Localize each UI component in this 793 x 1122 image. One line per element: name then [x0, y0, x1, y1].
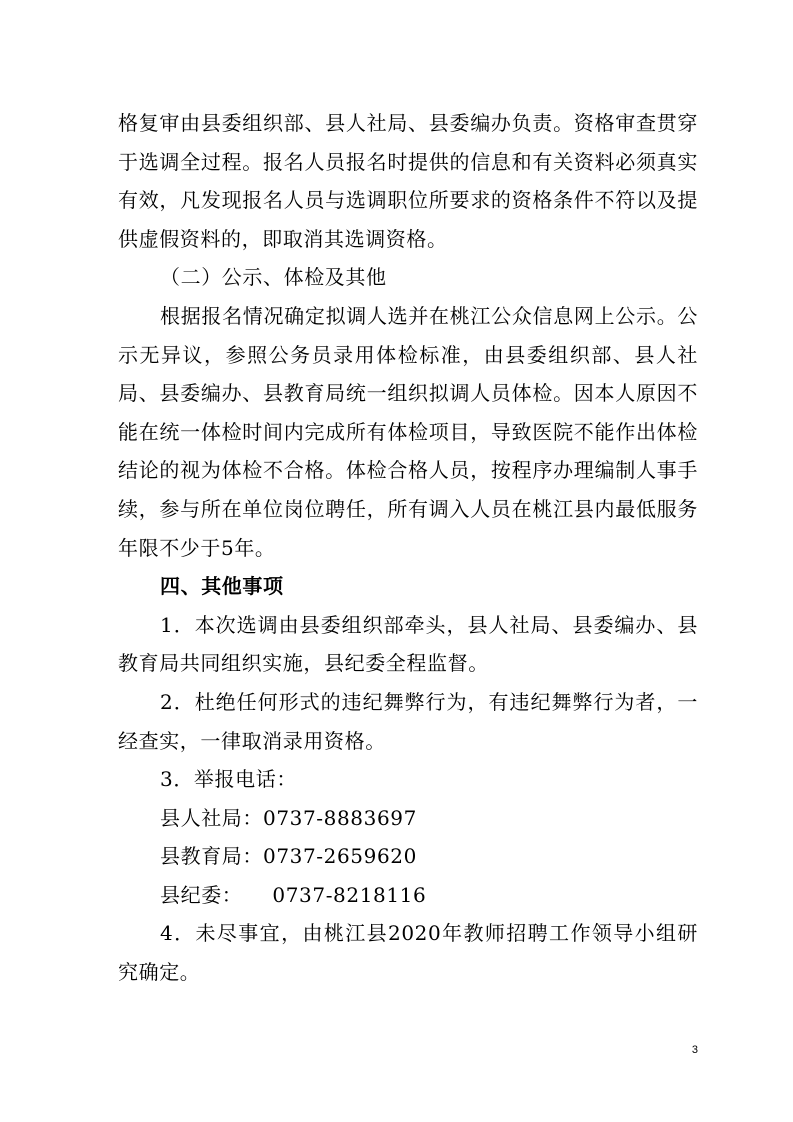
paragraph-qualification-review: 格复审由县委组织部、县人社局、县委编办负责。资格审查贯穿于选调全过程。报名人员报名时提供的信息和有关资料必须真实有效，凡发现报名人员与选调职位所要求的资格条件不符以及提供虚假资料的，即取消其选调资格。 — [118, 111, 698, 251]
contact-phone: 0737-8218116 — [272, 882, 427, 907]
section-heading-other-matters: 四、其他事项 — [160, 574, 284, 599]
paragraph-publicity-and-medical-exam: 根据报名情况确定拟调人选并在桃江公众信息网上公示。公示无异议，参照公务员录用体检标准，由县委组织部、县人社局、县委编办、县教育局统一组织拟调人员体检。因本人原因不能在统一体检时间内完成所有体检项目，导致医院不能作出体检结论的视为体检不合格。体检合格人员，按程序办理编制人事手续，参与所在单位岗位聘任，所有调入人员在桃江县内最低服务年限不少于5年。 — [118, 303, 698, 560]
contact-label: 县人社局： — [160, 805, 263, 830]
list-item-report-phone: 3．举报电话： — [160, 767, 297, 792]
contact-phone: 0737-2659620 — [263, 844, 417, 869]
list-item-discipline: 2．杜绝任何形式的违纪舞弊行为，有违纪舞弊行为者，一经查实，一律取消录用资格。 — [118, 689, 698, 753]
contact-line-education-bureau — [118, 837, 698, 876]
contact-phone: 0737-8883697 — [263, 805, 417, 830]
list-item-unfinished-matters: 4．未尽事宜，由桃江县2020年教师招聘工作领导小组研究确定。 — [118, 921, 698, 985]
contact-label: 县纪委： — [160, 882, 243, 907]
subheading-publicity-and-medical-exam: （二）公示、体检及其他 — [160, 265, 387, 290]
page-number: 3 — [691, 1044, 698, 1056]
contact-line-discipline-committee — [118, 876, 698, 915]
contact-label: 县教育局： — [160, 844, 263, 869]
document-body — [118, 104, 698, 992]
contact-line-hr-bureau — [118, 799, 698, 838]
list-item-organization: 1．本次选调由县委组织部牵头，县人社局、县委编办、县教育局共同组织实施，县纪委全程监督。 — [118, 612, 698, 676]
